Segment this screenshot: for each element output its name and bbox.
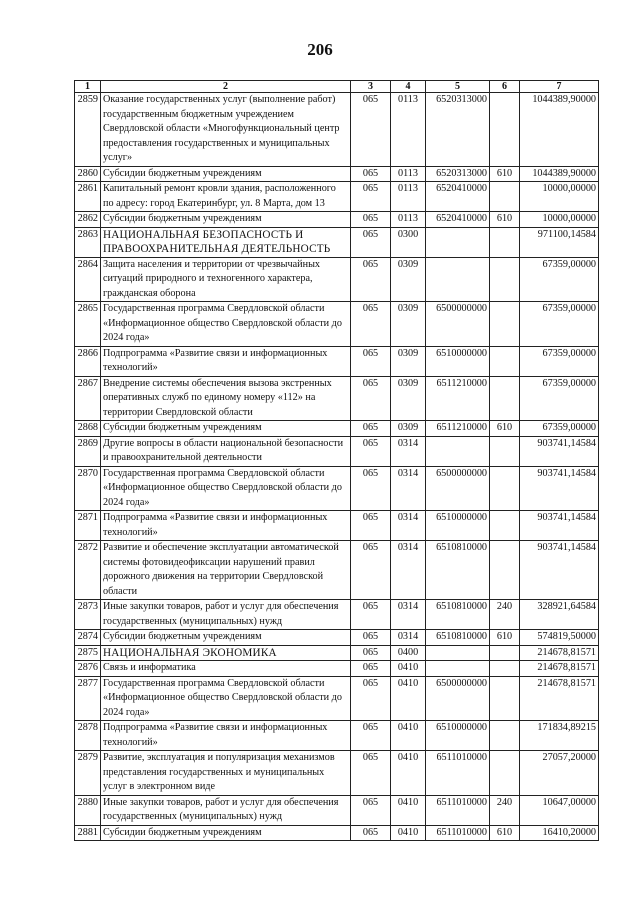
amount-cell: 328921,64584 (520, 600, 599, 630)
row-number-cell: 2881 (75, 825, 101, 841)
department-code-cell: 065 (351, 661, 391, 677)
department-code-cell: 065 (351, 376, 391, 421)
department-code-cell: 065 (351, 436, 391, 466)
department-code-cell: 065 (351, 795, 391, 825)
amount-cell: 903741,14584 (520, 436, 599, 466)
amount-cell: 16410,20000 (520, 825, 599, 841)
name-cell: Государственная программа Свердловской области «Информационное общество Свердловской области до 2024 года» (101, 466, 351, 511)
expense-type-cell (490, 645, 520, 661)
row-number-cell: 2877 (75, 676, 101, 721)
amount-cell: 10000,00000 (520, 182, 599, 212)
row-number-cell: 2880 (75, 795, 101, 825)
name-cell: Оказание государственных услуг (выполнение работ) государственным бюджетным учреждением Свердловской области «Многофункциональный центр предоставления государственных и муниципальных услуг» (101, 93, 351, 167)
name-cell: Субсидии бюджетным учреждениям (101, 825, 351, 841)
table-row (75, 257, 599, 302)
table-row (75, 645, 599, 661)
page-number: 206 (307, 40, 333, 59)
amount-cell: 1044389,90000 (520, 166, 599, 182)
name-cell: Субсидии бюджетным учреждениям (101, 421, 351, 437)
expense-type-cell (490, 751, 520, 796)
article-code-cell: 6510810000 (426, 630, 490, 646)
amount-cell: 67359,00000 (520, 376, 599, 421)
row-number-cell: 2864 (75, 257, 101, 302)
section-code-cell: 0113 (391, 212, 426, 228)
row-number-cell: 2863 (75, 227, 101, 257)
name-cell: Подпрограмма «Развитие связи и информационных технологий» (101, 511, 351, 541)
department-code-cell: 065 (351, 721, 391, 751)
name-cell: НАЦИОНАЛЬНАЯ ЭКОНОМИКА (101, 645, 351, 661)
name-cell: Капитальный ремонт кровли здания, расположенного по адресу: город Екатеринбург, ул. 8 Марта, дом 13 (101, 182, 351, 212)
section-code-cell: 0314 (391, 541, 426, 600)
name-cell: Подпрограмма «Развитие связи и информационных технологий» (101, 721, 351, 751)
department-code-cell: 065 (351, 676, 391, 721)
section-code-cell: 0113 (391, 182, 426, 212)
name-cell: Подпрограмма «Развитие связи и информационных технологий» (101, 346, 351, 376)
name-cell: Развитие, эксплуатация и популяризация механизмов представления государственных и муниципальных услуг в электронном виде (101, 751, 351, 796)
row-number-cell: 2870 (75, 466, 101, 511)
row-number-cell: 2876 (75, 661, 101, 677)
expense-type-cell (490, 227, 520, 257)
department-code-cell: 065 (351, 466, 391, 511)
name-cell: Государственная программа Свердловской области «Информационное общество Свердловской области до 2024 года» (101, 302, 351, 347)
article-code-cell: 6511010000 (426, 825, 490, 841)
department-code-cell: 065 (351, 630, 391, 646)
table-row (75, 436, 599, 466)
section-code-cell: 0314 (391, 511, 426, 541)
department-code-cell: 065 (351, 825, 391, 841)
row-number-cell: 2875 (75, 645, 101, 661)
table-row (75, 376, 599, 421)
article-code-cell: 6510000000 (426, 511, 490, 541)
table-row (75, 421, 599, 437)
department-code-cell: 065 (351, 346, 391, 376)
department-code-cell: 065 (351, 421, 391, 437)
expense-type-cell: 610 (490, 421, 520, 437)
row-number-cell: 2867 (75, 376, 101, 421)
article-code-cell: 6511210000 (426, 376, 490, 421)
amount-cell: 171834,89215 (520, 721, 599, 751)
amount-cell: 1044389,90000 (520, 93, 599, 167)
name-cell: Субсидии бюджетным учреждениям (101, 630, 351, 646)
table-row (75, 227, 599, 257)
row-number-cell: 2871 (75, 511, 101, 541)
article-code-cell: 6520410000 (426, 212, 490, 228)
row-number-cell: 2866 (75, 346, 101, 376)
expense-type-cell: 610 (490, 825, 520, 841)
department-code-cell: 065 (351, 166, 391, 182)
amount-cell: 903741,14584 (520, 466, 599, 511)
section-code-cell: 0309 (391, 302, 426, 347)
amount-cell: 574819,50000 (520, 630, 599, 646)
table-row (75, 795, 599, 825)
section-code-cell: 0314 (391, 436, 426, 466)
article-code-cell: 6500000000 (426, 676, 490, 721)
table-row (75, 661, 599, 677)
table-row (75, 721, 599, 751)
amount-cell: 903741,14584 (520, 511, 599, 541)
article-code-cell (426, 227, 490, 257)
name-cell: Развитие и обеспечение эксплуатации автоматической системы фотовидеофиксации нарушений правил дорожного движения на территории Свердловской области (101, 541, 351, 600)
expense-type-cell (490, 721, 520, 751)
section-code-cell: 0410 (391, 721, 426, 751)
name-cell: Иные закупки товаров, работ и услуг для обеспечения государственных (муниципальных) нужд (101, 600, 351, 630)
section-code-cell: 0410 (391, 661, 426, 677)
header-cell-section-code: 4 (391, 81, 426, 93)
expense-type-cell: 610 (490, 166, 520, 182)
section-code-cell: 0314 (391, 600, 426, 630)
name-cell: Защита населения и территории от чрезвычайных ситуаций природного и техногенного характера, гражданская оборона (101, 257, 351, 302)
expense-type-cell (490, 302, 520, 347)
department-code-cell: 065 (351, 182, 391, 212)
header-cell-row-number: 1 (75, 81, 101, 93)
name-cell: Внедрение системы обеспечения вызова экстренных оперативных служб по единому номеру «112» на территории Свердловской области (101, 376, 351, 421)
table-row (75, 166, 599, 182)
amount-cell: 10647,00000 (520, 795, 599, 825)
expense-type-cell: 240 (490, 795, 520, 825)
department-code-cell: 065 (351, 257, 391, 302)
section-code-cell: 0410 (391, 676, 426, 721)
table-row (75, 600, 599, 630)
name-cell: Субсидии бюджетным учреждениям (101, 212, 351, 228)
expense-type-cell: 610 (490, 630, 520, 646)
section-code-cell: 0309 (391, 346, 426, 376)
amount-cell: 67359,00000 (520, 346, 599, 376)
amount-cell: 214678,81571 (520, 661, 599, 677)
department-code-cell: 065 (351, 212, 391, 228)
row-number-cell: 2869 (75, 436, 101, 466)
table-header-row (75, 81, 599, 93)
department-code-cell: 065 (351, 600, 391, 630)
name-cell: Иные закупки товаров, работ и услуг для обеспечения государственных (муниципальных) нужд (101, 795, 351, 825)
table-body (75, 93, 599, 841)
row-number-cell: 2861 (75, 182, 101, 212)
row-number-cell: 2878 (75, 721, 101, 751)
section-code-cell: 0113 (391, 93, 426, 167)
expense-type-cell (490, 466, 520, 511)
article-code-cell: 6510810000 (426, 541, 490, 600)
table-row (75, 466, 599, 511)
table-row (75, 541, 599, 600)
table-row (75, 93, 599, 167)
expense-type-cell (490, 257, 520, 302)
name-cell: Субсидии бюджетным учреждениям (101, 166, 351, 182)
section-code-cell: 0314 (391, 630, 426, 646)
table-row (75, 302, 599, 347)
table-row (75, 676, 599, 721)
table-row (75, 630, 599, 646)
budget-table (74, 80, 599, 841)
expense-type-cell (490, 436, 520, 466)
row-number-cell: 2872 (75, 541, 101, 600)
row-number-cell: 2868 (75, 421, 101, 437)
name-cell: Связь и информатика (101, 661, 351, 677)
row-number-cell: 2862 (75, 212, 101, 228)
article-code-cell: 6511010000 (426, 795, 490, 825)
department-code-cell: 065 (351, 227, 391, 257)
section-code-cell: 0309 (391, 257, 426, 302)
table-row (75, 346, 599, 376)
article-code-cell (426, 436, 490, 466)
amount-cell: 10000,00000 (520, 212, 599, 228)
amount-cell: 67359,00000 (520, 421, 599, 437)
department-code-cell: 065 (351, 302, 391, 347)
amount-cell: 214678,81571 (520, 676, 599, 721)
article-code-cell (426, 645, 490, 661)
expense-type-cell: 240 (490, 600, 520, 630)
department-code-cell: 065 (351, 751, 391, 796)
amount-cell: 67359,00000 (520, 302, 599, 347)
row-number-cell: 2865 (75, 302, 101, 347)
section-code-cell: 0300 (391, 227, 426, 257)
name-cell: Государственная программа Свердловской области «Информационное общество Свердловской области до 2024 года» (101, 676, 351, 721)
article-code-cell (426, 661, 490, 677)
section-code-cell: 0309 (391, 376, 426, 421)
section-code-cell: 0400 (391, 645, 426, 661)
section-code-cell: 0113 (391, 166, 426, 182)
expense-type-cell (490, 661, 520, 677)
article-code-cell: 6500000000 (426, 466, 490, 511)
article-code-cell: 6520313000 (426, 93, 490, 167)
section-code-cell: 0410 (391, 751, 426, 796)
expense-type-cell (490, 376, 520, 421)
amount-cell: 971100,14584 (520, 227, 599, 257)
header-cell-amount: 7 (520, 81, 599, 93)
article-code-cell: 6510000000 (426, 346, 490, 376)
table-row (75, 182, 599, 212)
section-code-cell: 0410 (391, 795, 426, 825)
section-code-cell: 0314 (391, 466, 426, 511)
article-code-cell: 6510000000 (426, 721, 490, 751)
article-code-cell: 6510810000 (426, 600, 490, 630)
row-number-cell: 2874 (75, 630, 101, 646)
article-code-cell: 6511010000 (426, 751, 490, 796)
expense-type-cell: 610 (490, 212, 520, 228)
row-number-cell: 2859 (75, 93, 101, 167)
department-code-cell: 065 (351, 93, 391, 167)
expense-type-cell (490, 541, 520, 600)
table-row (75, 751, 599, 796)
department-code-cell: 065 (351, 541, 391, 600)
name-cell: НАЦИОНАЛЬНАЯ БЕЗОПАСНОСТЬ И ПРАВООХРАНИТЕЛЬНАЯ ДЕЯТЕЛЬНОСТЬ (101, 227, 351, 257)
expense-type-cell (490, 511, 520, 541)
row-number-cell: 2879 (75, 751, 101, 796)
article-code-cell: 6520313000 (426, 166, 490, 182)
article-code-cell (426, 257, 490, 302)
table-row (75, 212, 599, 228)
amount-cell: 67359,00000 (520, 257, 599, 302)
department-code-cell: 065 (351, 645, 391, 661)
amount-cell: 27057,20000 (520, 751, 599, 796)
article-code-cell: 6511210000 (426, 421, 490, 437)
header-cell-name: 2 (101, 81, 351, 93)
table-row (75, 511, 599, 541)
header-cell-department-code: 3 (351, 81, 391, 93)
row-number-cell: 2873 (75, 600, 101, 630)
expense-type-cell (490, 93, 520, 167)
department-code-cell: 065 (351, 511, 391, 541)
header-cell-article-code: 5 (426, 81, 490, 93)
expense-type-cell (490, 182, 520, 212)
table-row (75, 825, 599, 841)
amount-cell: 214678,81571 (520, 645, 599, 661)
article-code-cell: 6500000000 (426, 302, 490, 347)
section-code-cell: 0309 (391, 421, 426, 437)
expense-type-cell (490, 346, 520, 376)
article-code-cell: 6520410000 (426, 182, 490, 212)
header-cell-expense-type: 6 (490, 81, 520, 93)
name-cell: Другие вопросы в области национальной безопасности и правоохранительной деятельности (101, 436, 351, 466)
section-code-cell: 0410 (391, 825, 426, 841)
expense-type-cell (490, 676, 520, 721)
amount-cell: 903741,14584 (520, 541, 599, 600)
row-number-cell: 2860 (75, 166, 101, 182)
